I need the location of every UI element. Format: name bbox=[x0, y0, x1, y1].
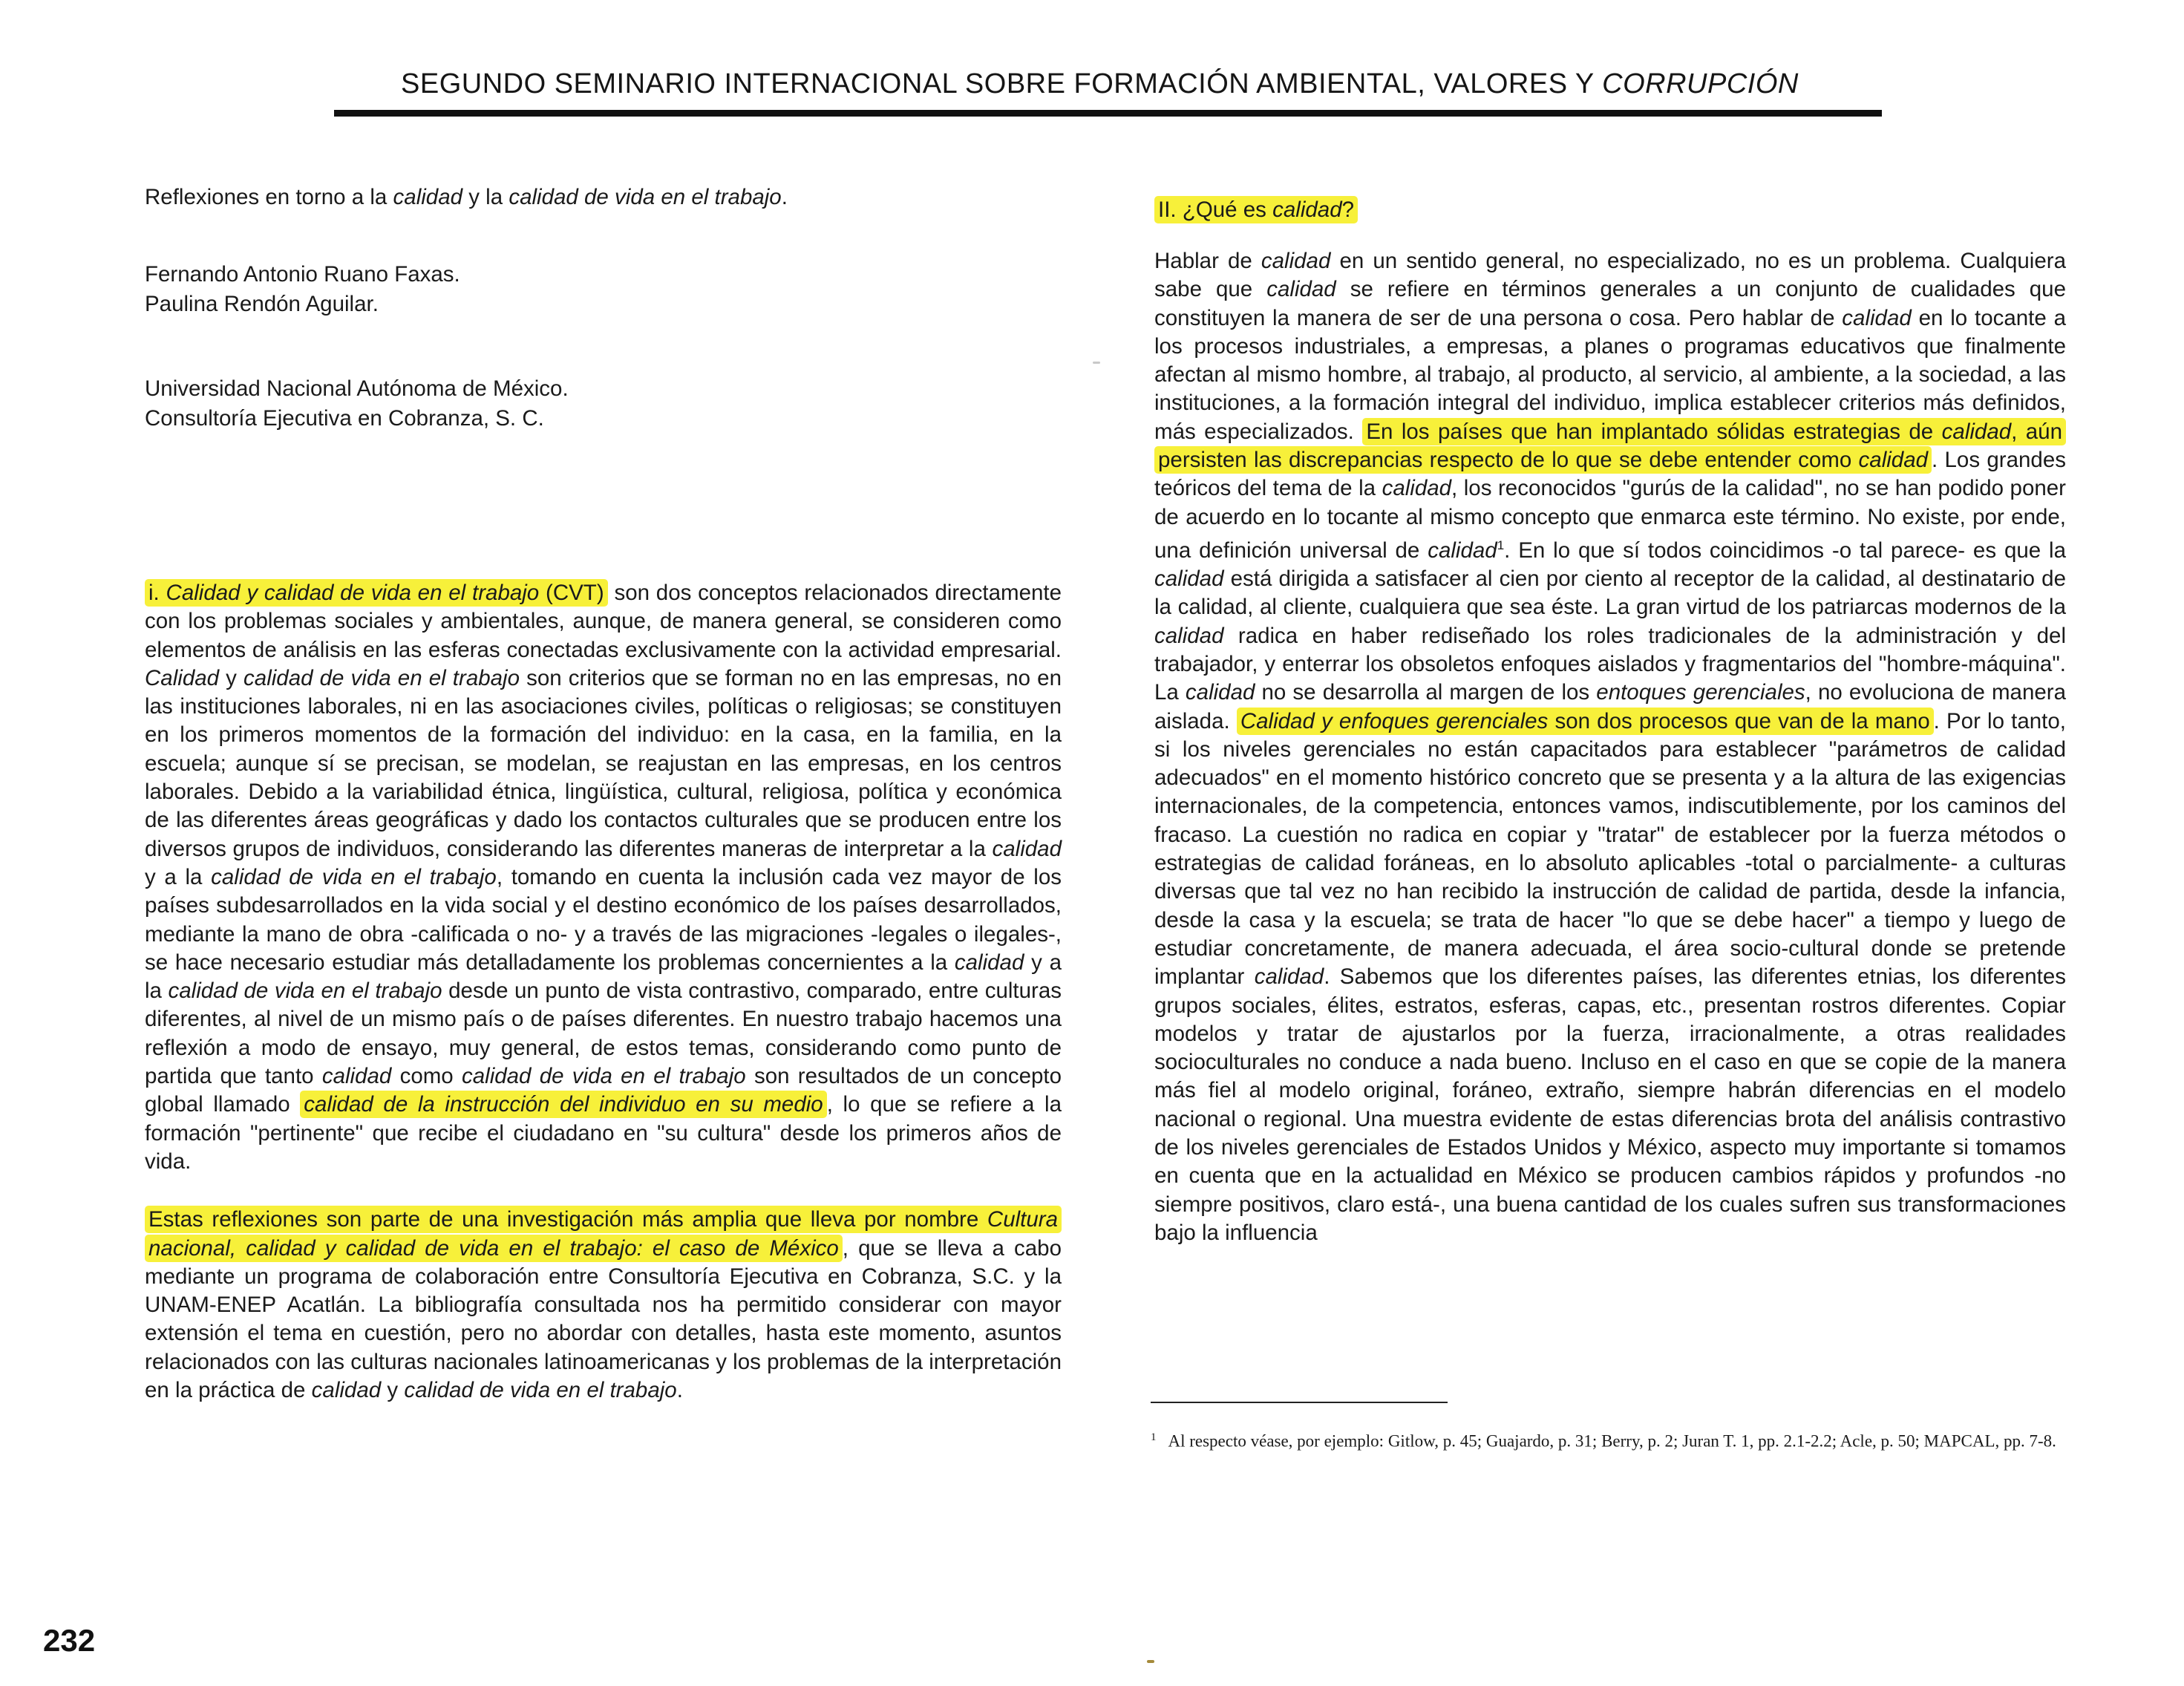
page-number: 232 bbox=[43, 1623, 96, 1658]
author-2: Paulina Rendón Aguilar. bbox=[145, 292, 379, 316]
author-1: Fernando Antonio Ruano Faxas. bbox=[145, 262, 460, 287]
footnote-number: 1 bbox=[1151, 1431, 1157, 1443]
footnote-rule bbox=[1151, 1402, 1448, 1403]
highlight: i. Calidad y calidad de vida en el trabajo (CVT) bbox=[145, 579, 608, 607]
header-rule bbox=[334, 110, 1882, 117]
running-head bbox=[401, 68, 1799, 100]
footnote-ref[interactable]: 1 bbox=[1497, 538, 1505, 552]
running-head-main: SEGUNDO SEMINARIO INTERNACIONAL SOBRE FORMACIÓN AMBIENTAL, VALORES Y bbox=[401, 68, 1603, 99]
left-column bbox=[145, 183, 1062, 1405]
running-head-italic: CORRUPCIÓN bbox=[1602, 68, 1799, 99]
affiliation-1: Universidad Nacional Autónoma de México. bbox=[145, 376, 569, 401]
highlight: Estas reflexiones son parte de una investigación más amplia que lleva por nombre Cultura nacional, calidad y calidad de vida en el trabajo: el caso de México bbox=[145, 1206, 1062, 1261]
highlight: En los países que han implantado sólidas estrategias de calidad, aún persisten las discrepancias respecto de lo que se debe entender como calidad bbox=[1154, 418, 2066, 474]
paragraph-cvt: i. Calidad y calidad de vida en el trabajo (CVT) son dos conceptos relacionados directamente con los problemas sociales y ambientales, aunque, de manera general, se consideren como elementos de análisis en las esferas conectadas exclusivamente con la actividad empresarial. Calidad y calidad de vida en el trabajo son criterios que se forman no en las empresas, no en las instituciones laborales, ni en las asociaciones civiles, políticas o religiosas; se constituyen en los primeros momentos de la formación del individuo: en la casa, en la familia, en la escuela; aunque sí se precisan, se modelan, se reajustan en las empresas, en los centros laborales. Debido a la variabilidad étnica, lingüística, cultural, religiosa, política y económica de las diferentes áreas geográficas y dado los contactos culturales que se producen entre los diversos grupos de individuos, considerando las diferentes maneras de interpretar a la calidad y a la calidad de vida en el trabajo, tomando en cuenta la inclusión cada vez mayor de los países subdesarrollados en la vida social y el destino económico de los países desarrollados, mediante la mano de obra -calificada o no- y a través de las migraciones -legales o ilegales-, se hace necesario estudiar más detalladamente los problemas concernientes a la calidad y a la calidad de vida en el trabajo desde un punto de vista contrastivo, comparado, entre culturas diferentes, al nivel de un mismo país o de países diferentes. En nuestro trabajo hacemos una reflexión a modo de ensayo, muy general, de estos temas, considerando como punto de partida que tanto calidad como calidad de vida en el trabajo son resultados de un concepto global llamado calidad de la instrucción del individuo en su medio , lo que se refiere a la formación "pertinente" que recibe el ciudadano en "su cultura" desde los primeros años de vida. bbox=[145, 581, 1062, 1174]
scan-mark bbox=[1093, 362, 1100, 364]
highlight: II. ¿Qué es calidad? bbox=[1154, 196, 1358, 223]
article-title: Reflexiones en torno a la calidad y la calidad de vida en el trabajo. bbox=[145, 185, 788, 209]
footnote: $^1$ Al respecto véase, por ejemplo: Gitlow, p. 45; Guajardo, p. 31; Berry, p. 2; Juran T. 1, pp. 2.1-2.2; Acle, p. 50; MAPCAL, pp. 7-8. bbox=[1151, 1431, 2056, 1451]
right-column bbox=[1154, 195, 2066, 1247]
paragraph-investigation: Estas reflexiones son parte de una investigación más amplia que lleva por nombre Cultura nacional, calidad y calidad de vida en el trabajo: el caso de México , que se lleva a cabo mediante un programa de colaboración entre Consultoría Ejecutiva en Cobranza, S.C. y la UNAM-ENEP Acatlán. La bibliografía consultada nos ha permitido considerar con mayor extensión el tema en cuestión, pero no abordar con detalles, hasta este momento, asuntos relacionados con las culturas nacionales latinoamericanas y los problemas de la interpretación en la práctica de calidad y calidad de vida en el trabajo. bbox=[145, 1207, 1062, 1403]
highlight: Calidad y enfoques gerenciales son dos procesos que van de la mano bbox=[1237, 708, 1934, 735]
highlight: calidad de la instrucción del individuo en su medio bbox=[300, 1091, 826, 1118]
section-heading bbox=[1154, 195, 2066, 225]
scan-mark bbox=[1147, 1660, 1154, 1663]
paragraph-que-es-calidad: Hablar de calidad en un sentido general, no especializado, no es un problema. Cualquiera sabe que calidad se refiere en términos generales a un conjunto de cualidades que constituyen la manera de ser de una persona o cosa. Pero hablar de calidad en lo tocante a los procesos industriales, a empresas, a planes o programas educativos que finalmente afectan al mismo hombre, al trabajo, al producto, al servicio, al ambiente, a la sociedad, a las instituciones, a la formación integral del individuo, implica establecer criterios más definidos, más especializados. En los países que han implantado sólidas estrategias de calidad, aún persisten las discrepancias respecto de lo que se debe entender como calidad . Los grandes teóricos del tema de la calidad, los reconocidos "gurús de la calidad", no se han podido poner de acuerdo en lo tocante al mismo concepto que enmarca este término. No existe, por ende, una definición universal de calidad$^1$. En lo que sí todos coincidimos -o tal parece- es que la calidad está dirigida a satisfacer al cien por ciento al receptor de la calidad, al destinatario de la calidad, al cliente, cualquiera que sea éste. La gran virtud de los patriarcas modernos de la calidad radica en haber rediseñado los roles tradicionales de la administración y del trabajador, y enterrar los obsoletos enfoques aislados y fragmentarios del "hombre-máquina". La calidad no se desarrolla al margen de los entoques gerenciales, no evoluciona de manera aislada. Calidad y enfoques gerenciales son dos procesos que van de la mano . Por lo tanto, si los niveles gerenciales no están capacitados para establecer "parámetros de calidad adecuados" en el momento histórico concreto que se presenta y a la altura de las exigencias internacionales, de la competencia, entonces vamos, indiscutiblemente, por los caminos del fracaso. La cuestión no radica en copiar y "tratar" de establecer por la fuerza métodos o estrategias de calidad foráneas, en lo absoluto aplicables -total o parcialmente- a culturas diversas que tal vez no han recibido la instrucción de calidad de partida, desde la infancia, desde la casa y la escuela; se trata de hacer "lo que se debe hacer" a tiempo y luego de estudiar concretamente, de manera adecuada, el área socio-cultural donde se pretende implantar calidad. Sabemos que los diferentes países, las diferentes etnias, los diferentes grupos sociales, élites, estratos, esferas, capas, etc., presentan rostros diferentes. Copiar modelos y tratar de ajustarlos por la fuerza, irracionalmente, a otras realidades socioculturales no conduce a nada bueno. Incluso en el caso en que se copie de la manera más fiel al modelo original, foráneo, extraño, siempre habrán diferencias en el modelo nacional o regional. Una muestra evidente de estas diferencias brota del análisis contrastivo de los niveles gerenciales de Estados Unidos y México, aspecto muy importante si tomamos en cuenta que en la actualidad en México se producen cambios rápidos y profundos -no siempre positivos, claro está-, una buena cantidad de los cuales sufren sus transformaciones bajo la influencia bbox=[1154, 249, 2067, 1245]
affiliation-2: Consultoría Ejecutiva en Cobranza, S. C. bbox=[145, 406, 544, 431]
